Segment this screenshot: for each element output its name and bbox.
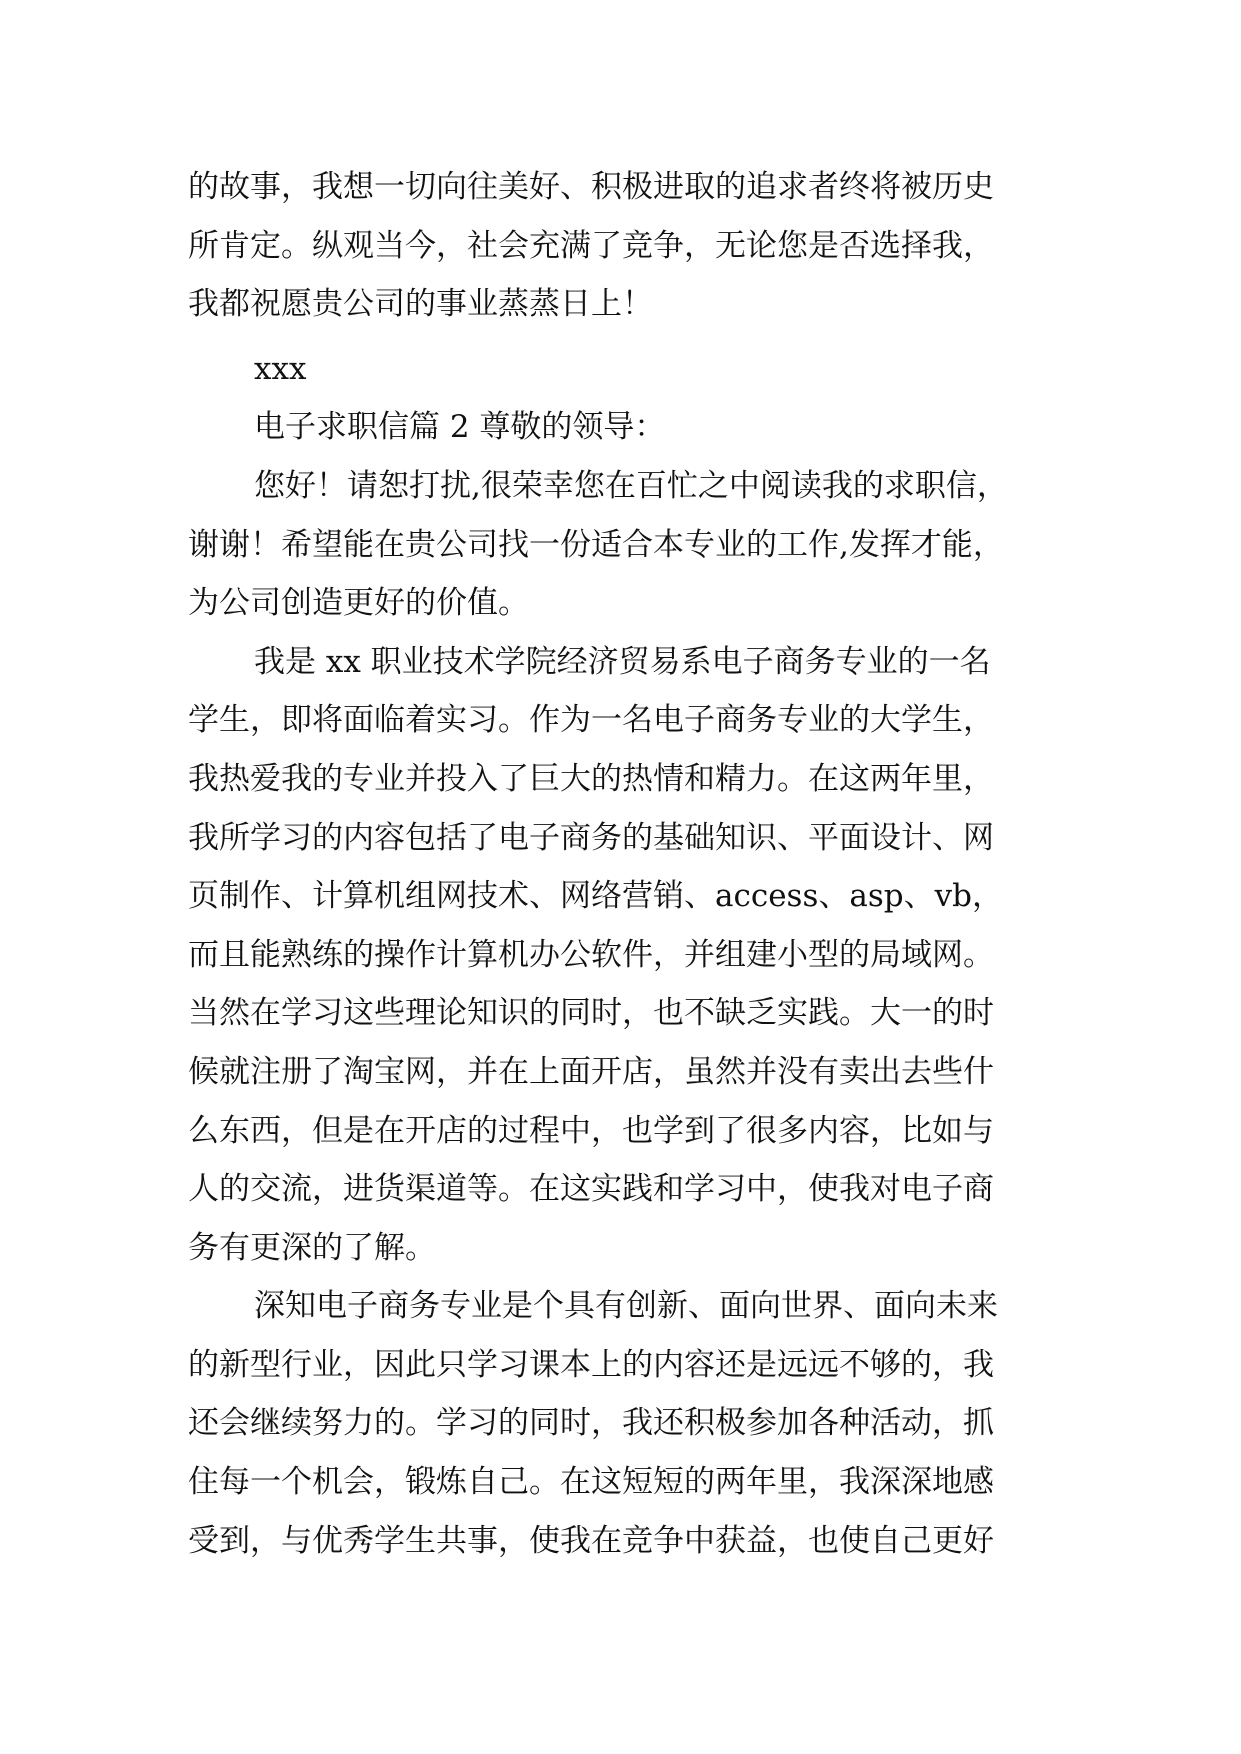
text-line: 我是 xx 职业技术学院经济贸易系电子商务专业的一名 [254,643,991,680]
text-line: 当然在学习这些理论知识的同时，也不缺乏实践。大一的时 [188,995,994,1032]
text-line: 候就注册了淘宝网，并在上面开店，虽然并没有卖出去些什 [188,1053,994,1090]
text-line: 所肯定。纵观当今，社会充满了竞争，无论您是否选择我， [188,227,994,264]
text-line: 深知电子商务专业是个具有创新、面向世界、面向未来 [254,1288,998,1325]
text-line: 我都祝愿贵公司的事业蒸蒸日上！ [188,286,653,323]
text-line: 学生，即将面临着实习。作为一名电子商务专业的大学生， [188,702,994,739]
text-line: 为公司创造更好的价值。 [188,585,529,622]
section-heading: 电子求职信篇 2 尊敬的领导： [254,409,666,446]
text-line: 而且能熟练的操作计算机办公软件，并组建小型的局域网。 [188,936,994,973]
text-line: 页制作、计算机组网技术、网络营销、access、asp、vb， [188,878,1003,915]
document-body [188,158,1058,1570]
signature-line: xxx [254,350,307,387]
text-line: 受到，与优秀学生共事，使我在竞争中获益，也使自己更好 [188,1522,994,1559]
text-line: 的故事，我想一切向往美好、积极进取的追求者终将被历史 [188,169,994,205]
text-line: 您好！请恕打扰,很荣幸您在百忙之中阅读我的求职信， [254,467,1008,504]
text-line: 住每一个机会，锻炼自己。在这短短的两年里，我深深地感 [188,1464,994,1501]
text-line: 我热爱我的专业并投入了巨大的热情和精力。在这两年里， [188,760,994,797]
text-line: 谢谢！希望能在贵公司找一份适合本专业的工作,发挥才能， [188,526,1004,563]
text-line: 务有更深的了解。 [188,1229,436,1266]
text-line: 我所学习的内容包括了电子商务的基础知识、平面设计、网 [188,819,994,856]
text-line: 么东西，但是在开店的过程中，也学到了很多内容，比如与 [188,1112,994,1149]
text-line: 人的交流，进货渠道等。在这实践和学习中，使我对电子商 [188,1171,994,1208]
text-line: 还会继续努力的。学习的同时，我还积极参加各种活动，抓 [188,1405,994,1442]
text-line: 的新型行业，因此只学习课本上的内容还是远远不够的，我 [188,1346,994,1383]
